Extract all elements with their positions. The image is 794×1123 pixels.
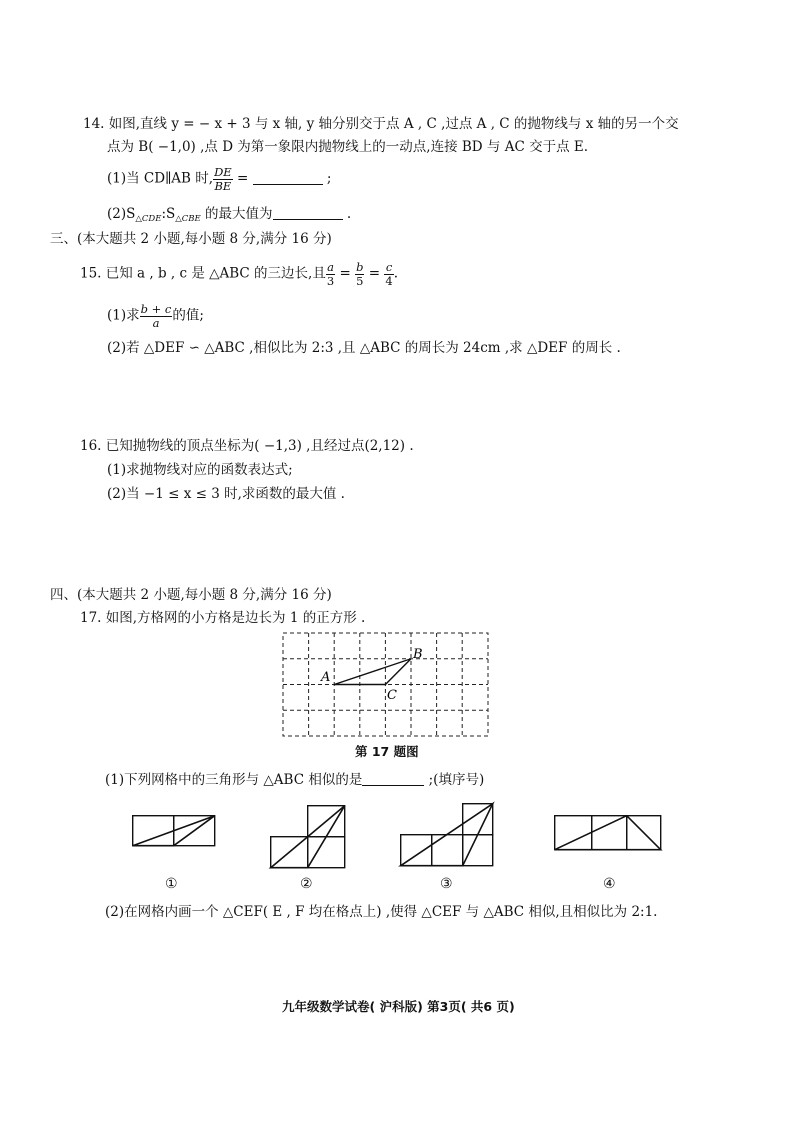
grid-square [432,835,463,866]
page-footer: 九年级数学试卷( 沪科版) 第3页( 共6 页) [282,999,515,1014]
q15-frac-a [326,261,335,287]
q14-part1-fraction [213,166,233,192]
q14-part1-equals: = [232,170,253,187]
option-4-figure [554,815,662,851]
q16-part1: (1)求抛物线对应的函数表达式; [107,462,293,478]
label-a: A [321,670,331,685]
q14-part2 [107,208,351,224]
q14-part2-answer-blank[interactable] [273,219,343,220]
q16-stem: 16. 已知抛物线的顶点坐标为( −1,3) ,且经过点(2,12) . [80,438,414,454]
option-2-label: ② [300,876,313,892]
fraction-numerator: DE [214,165,232,179]
q17-part1-suffix: ;(填序号) [424,772,485,788]
q17-stem: 17. 如图,方格网的小方格是边长为 1 的正方形 . [80,610,366,626]
q15-part1-fraction [140,303,173,329]
triangle-abc [334,659,411,685]
q15-part1 [107,303,204,329]
option-2-figure [270,805,346,869]
grid-square [133,816,174,846]
fraction-denominator: a [152,315,160,330]
q14-part1-suffix: ; [322,170,332,187]
fraction-numerator: b [356,260,364,274]
q14-line1: 14. 如图,直线 y = − x + 3 与 x 轴, y 轴分别交于点 A , C ,过点 A , C 的抛物线与 x 轴的另一个交 [83,116,679,132]
fraction-numerator: c [385,260,393,274]
fraction-numerator: b + c [140,302,172,316]
q15-part1-suffix: 的值; [172,307,204,324]
grid-square [308,837,345,868]
q15-stem [80,261,398,287]
q15-frac-c [384,261,393,287]
fraction-denominator: BE [214,178,232,193]
grid-square [463,835,493,866]
grid-square [463,804,493,835]
q15-eq1: = [335,265,356,282]
q14-part2-suffix: 的最大值为 [200,206,273,222]
fraction-denominator: 4 [385,273,393,288]
q15-eq2: = [364,265,385,282]
option-1-figure [132,815,216,847]
q17-grid-figure [283,633,489,737]
q17-part1-answer-blank[interactable] [362,785,424,786]
q14-part2-colon: :S [161,206,176,222]
q14-part2-end: . [342,206,352,222]
fraction-numerator: a [327,260,334,274]
section-4-heading: 四、(本大题共 2 小题,每小题 8 分,满分 16 分) [50,587,332,603]
triangle [555,816,661,850]
q15-part2: (2)若 △DEF ∽ △ABC ,相似比为 2:3 ,且 △ABC 的周长为 24cm ,求 △DEF 的周长 . [107,340,621,356]
grid-square [401,835,432,866]
q17-figure-caption: 第 17 题图 [355,744,419,759]
grid-square [555,816,592,850]
q14-part2-sub1: △CDE [135,214,162,224]
option-4-label: ④ [603,876,616,892]
q16-part2: (2)当 −1 ≤ x ≤ 3 时,求函数的最大值 . [107,486,345,502]
option-3-label: ③ [440,876,453,892]
q17-part1 [105,774,484,788]
q17-part2: (2)在网格内画一个 △CEF( E , F 均在格点上) ,使得 △CEF 与 △ABC 相似,且相似比为 2:1. [105,904,658,920]
q14-part1 [107,166,331,192]
label-c: C [387,688,397,703]
label-b: B [413,647,423,662]
grid-square [592,816,627,850]
q15-period: . [393,265,398,282]
q14-line2: 点为 B( −1,0) ,点 D 为第一象限内抛物线上的一动点,连接 BD 与 AC 交于点 E. [107,139,589,155]
q15-part1-prefix: (1)求 [107,307,140,324]
q14-part2-prefix: (2)S [107,206,136,222]
q15-stem-prefix: 15. 已知 a , b , c 是 △ABC 的三边长,且 [80,265,326,282]
q14-part2-sub2: △CBE [175,214,201,224]
section-3-heading: 三、(本大题共 2 小题,每小题 8 分,满分 16 分) [50,231,332,247]
fraction-denominator: 5 [356,273,364,288]
fraction-denominator: 3 [326,273,335,288]
q17-part1-prefix: (1)下列网格中的三角形与 △ABC 相似的是 [105,772,363,788]
q14-part1-answer-blank[interactable] [253,184,323,185]
option-1-label: ① [165,876,178,892]
q14-part1-prefix: (1)当 CD∥AB 时, [107,170,214,187]
option-3-figure [400,803,494,867]
